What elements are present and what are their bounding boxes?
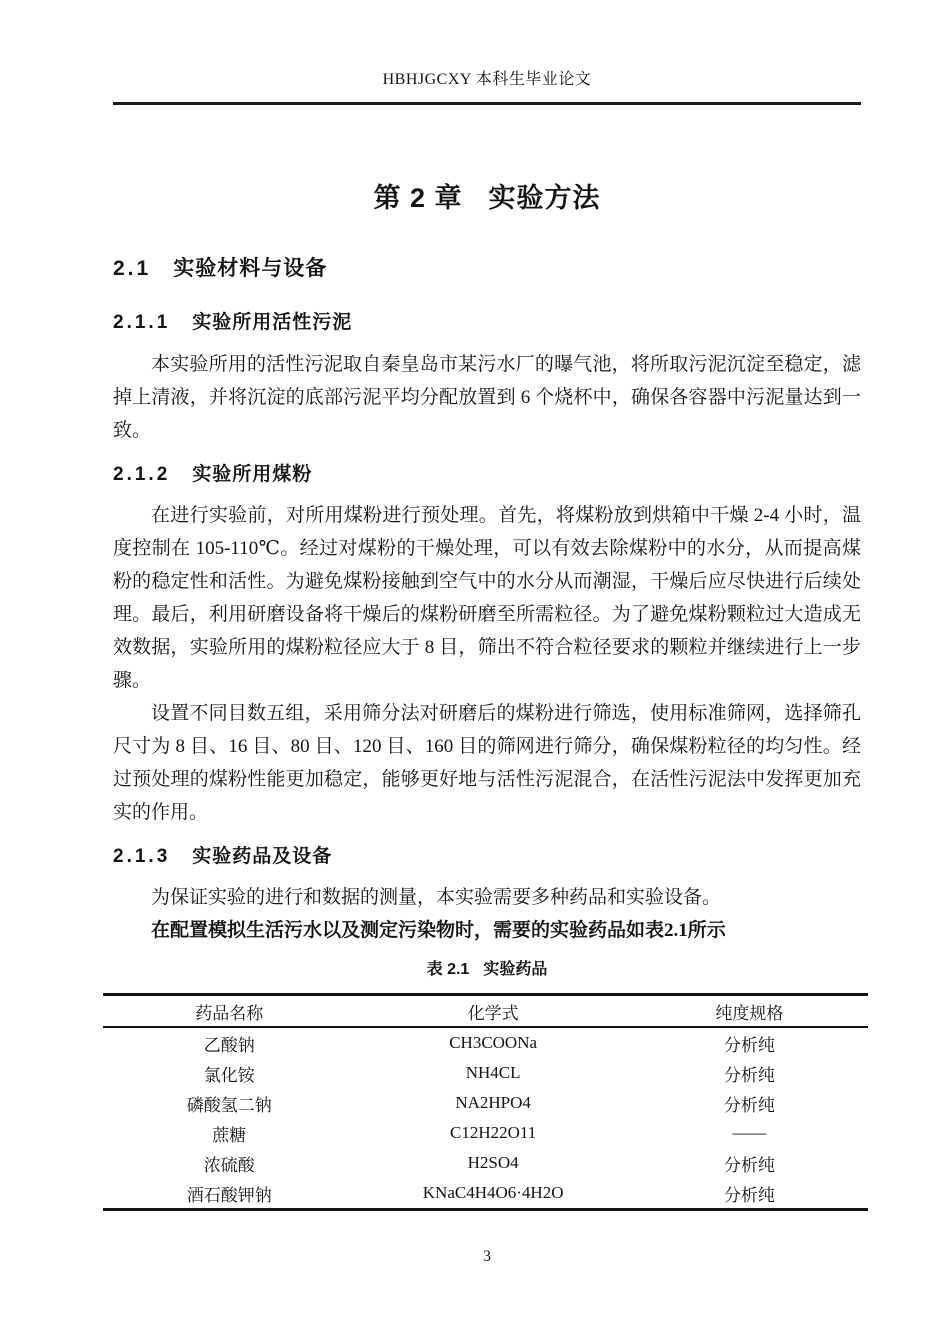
section-2-1-2-number: 2.1.2 (113, 464, 171, 485)
table-cell: 分析纯 (723, 1095, 775, 1115)
column-header-reagent-name: 药品名称 (195, 1003, 264, 1023)
section-2-1-1-number: 2.1.1 (113, 312, 171, 333)
section-2-1-1-heading (113, 311, 861, 335)
paragraph-coal-pretreatment: 在进行实验前，对所用煤粉进行预处理。首先，将煤粉放到烘箱中干燥 2-4 小时，温度控制在 105-110℃。经过对煤粉的干燥处理，可以有效去除煤粉中的水分，从而提高煤粉的稳定性和活性。为避免煤粉接触到空气中的水分从而潮湿，干燥后应尽快进行后续处理。最后，利用研磨设备将干燥后的煤粉研磨至所需粒径。为了避免煤粉颗粒过大造成无效数据，实验所用的煤粉粒径应大于 8 目，筛出不符合粒径要求的颗粒并继续进行上一步骤。 (113, 505, 861, 691)
table-cell: C12H22O11 (450, 1123, 537, 1142)
table-caption-label: 表 2.1 (426, 961, 470, 978)
paragraph-reagents-table-ref: 在配置模拟生活污水以及测定污染物时，需要的实验药品如表2.1所示 (151, 920, 726, 941)
section-2-1-1-title: 实验所用活性污泥 (192, 312, 353, 333)
table-cell: KNaC4H4O6·4H2O (422, 1183, 564, 1202)
table-cell: —— (732, 1123, 767, 1142)
paragraph-reagents-intro: 为保证实验的进行和数据的测量，本实验需要多种药品和实验设备。 (151, 887, 722, 908)
section-2-1-2-heading (113, 463, 861, 487)
table-cell: 分析纯 (723, 1185, 775, 1205)
table-row (103, 1148, 868, 1178)
section-2-1-3-title: 实验药品及设备 (192, 846, 333, 867)
section-2-1-title: 实验材料与设备 (173, 257, 328, 280)
section-2-1-heading (113, 255, 861, 283)
table-cell: H2SO4 (467, 1153, 519, 1172)
chapter-number: 第 2 章 (373, 183, 463, 213)
chapter-title (113, 181, 861, 215)
page-number: 3 (483, 1248, 491, 1265)
section-2-1-3-heading (113, 845, 861, 869)
section-2-1-number: 2.1 (113, 257, 152, 280)
table-cell: 乙酸钠 (203, 1035, 255, 1055)
table-cell: CH3COONa (449, 1033, 538, 1052)
running-header-text: HBHJGCXY 本科生毕业论文 (382, 71, 592, 88)
paragraph-activated-sludge: 本实验所用的活性污泥取自秦皇岛市某污水厂的曝气池，将所取污泥沉淀至稳定，滤掉上清液，并将沉淀的底部污泥平均分配放置到 6 个烧杯中，确保各容器中污泥量达到一致。 (113, 354, 861, 441)
column-header-purity-grade: 纯度规格 (715, 1003, 784, 1023)
page-content (113, 0, 861, 1267)
table-cell: 分析纯 (723, 1065, 775, 1085)
table-cell: 蔗糖 (212, 1125, 247, 1145)
table-row (103, 1118, 868, 1148)
running-header (113, 0, 861, 105)
column-header-chemical-formula: 化学式 (467, 1003, 519, 1023)
table-cell: 酒石酸钾钠 (186, 1185, 272, 1205)
table-row (103, 1088, 868, 1118)
table-caption-title: 实验药品 (483, 961, 548, 978)
section-2-1-3-number: 2.1.3 (113, 846, 171, 867)
table-cell: 分析纯 (723, 1035, 775, 1055)
table-cell: NH4CL (465, 1063, 521, 1082)
table-header-row (103, 995, 868, 1028)
table-cell: 分析纯 (723, 1155, 775, 1175)
table-cell: NA2HPO4 (455, 1093, 531, 1112)
table-caption (113, 959, 861, 981)
table-row (103, 1058, 868, 1088)
table-row (103, 1178, 868, 1210)
table-cell: 磷酸氢二钠 (186, 1095, 272, 1115)
table-cell: 氯化铵 (203, 1065, 255, 1085)
paragraph-coal-sieving: 设置不同目数五组，采用筛分法对研磨后的煤粉进行筛选，使用标准筛网，选择筛孔尺寸为 8 目、16 目、80 目、120 目、160 目的筛网进行筛分，确保煤粉粒径的均匀性。经过预处理的煤粉性能更加稳定，能够更好地与活性污泥混合，在活性污泥法中发挥更加充实的作用。 (113, 703, 861, 823)
table-row (103, 1027, 868, 1058)
section-2-1-2-title: 实验所用煤粉 (192, 464, 313, 485)
reagents-table-body (103, 1027, 868, 1210)
reagents-table-head (103, 995, 868, 1028)
chapter-title-text: 实验方法 (488, 183, 601, 213)
reagents-table (103, 993, 868, 1211)
table-cell: 浓硫酸 (203, 1155, 255, 1175)
